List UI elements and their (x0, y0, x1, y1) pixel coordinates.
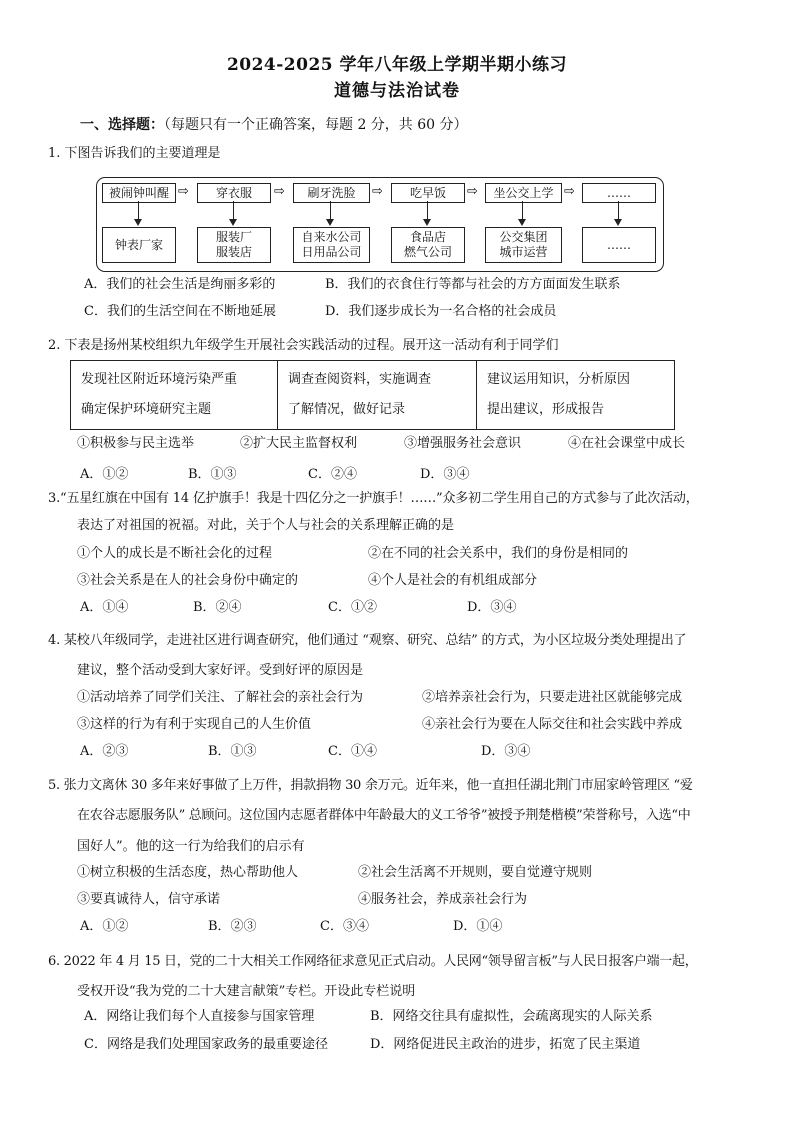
q4-item-1: ①活动培养了同学们关注、了解社会的亲社会行为 (77, 690, 364, 705)
q5-option-c[interactable]: C．③④ (320, 919, 369, 934)
flow-down-arrow-icon (229, 219, 237, 226)
q6-stem-line1: 6. 2022 年 4 月 15 日，党的二十大相关工作网络征求意见正式启动。人民网“领导留言板”与人民日报客户端一起， (48, 954, 698, 969)
flow-bottom-5-line2: 城市运营 (499, 245, 548, 259)
exam-title: 2024-2025 学年八年级上学期半期小练习 (226, 55, 568, 75)
flow-down-arrow-icon (134, 219, 142, 226)
q3-option-c[interactable]: C．①② (328, 600, 377, 615)
cell-line: 建议运用知识，分析原因 (487, 372, 631, 387)
q6-option-c[interactable]: C．网络是我们处理国家政务的最重要途径 (84, 1037, 328, 1052)
q5-item-1: ①树立积极的生活态度，热心帮助他人 (77, 865, 299, 880)
q3-item-1: ①个人的成长是不断社会化的过程 (77, 546, 273, 561)
q5-item-4: ④服务社会，养成亲社会行为 (358, 892, 528, 907)
flow-connector (522, 201, 523, 221)
flow-connector (233, 201, 234, 221)
q3-item-3: ③社会关系是在人的社会身份中确定的 (77, 573, 299, 588)
flow-bottom-6-text: …… (607, 237, 631, 252)
flow-bottom-2-line2: 服装店 (215, 245, 252, 259)
table-row (71, 361, 675, 430)
flow-bottom-1 (102, 227, 176, 263)
q5-item-3: ③要真诚待人，信守承诺 (77, 892, 221, 907)
section-heading (80, 114, 468, 134)
q6-option-a[interactable]: A．网络让我们每个人直接参与国家管理 (84, 1009, 315, 1024)
q1-option-d[interactable]: D．我们逐步成长为一名合格的社会成员 (325, 304, 557, 319)
q5-option-d[interactable]: D．①④ (453, 919, 503, 934)
q3-stem-line1: 3.“五星红旗在中国有 14 亿护旗手！我是十四亿分之一护旗手！……”众多初二学生用自己的方式参与了此次活动， (48, 491, 699, 506)
q4-option-a[interactable]: A．②③ (80, 744, 129, 759)
q4-item-2: ②培养亲社会行为，只要走进社区就能够完成 (422, 690, 683, 705)
q5-stem-line2: 在农谷志愿服务队” 总顾问。这位国内志愿者群体中年龄最大的义工爷爷”被授予荆楚楷模”荣誉称号，入选“中 (77, 808, 691, 823)
flow-top-6: …… (582, 183, 656, 203)
section-label: 一、选择题： (80, 117, 164, 133)
flow-bottom-3-line2: 日用品公司 (301, 245, 362, 259)
flow-bottom-1-text: 钟表厂家 (114, 237, 163, 252)
q1-option-b[interactable]: B．我们的衣食住行等都与社会的方方面面发生联系 (325, 277, 621, 292)
q4-stem-line2: 建议，整个活动受到大家好评。受到好评的原因是 (77, 663, 364, 678)
flow-down-arrow-icon (423, 219, 431, 226)
flow-bottom-4-line1: 食品店 (409, 230, 446, 244)
cell-line: 调查查阅资料，实施调查 (288, 372, 432, 387)
q3-option-b[interactable]: B．②④ (193, 600, 242, 615)
cell-line: 发现社区附近环境污染严重 (81, 372, 238, 387)
flow-bottom-3-line1: 自来水公司 (301, 230, 362, 244)
flow-arrow-icon: ⇨ (564, 184, 575, 199)
q2-option-b[interactable]: B．①③ (188, 467, 237, 482)
q5-stem-line1: 5. 张力文离休 30 多年来好事做了上万件，捐款捐物 30 余万元。近年来，他一直担任湖北荆门市屈家岭管理区 “爱 (48, 778, 693, 793)
flow-bottom-3 (293, 227, 370, 263)
q5-option-b[interactable]: B．②③ (208, 919, 257, 934)
q2-option-c[interactable]: C．②④ (308, 467, 357, 482)
q3-stem-line2: 表达了对祖国的祝福。对此，关于个人与社会的关系理解正确的是 (77, 518, 455, 533)
q1-option-c[interactable]: C．我们的生活空间在不断地延展 (84, 304, 276, 319)
table-cell (278, 361, 477, 430)
flow-arrow-icon: ⇨ (467, 184, 478, 199)
q5-stem-line3: 国好人”。他的这一行为给我们的启示有 (77, 839, 305, 854)
flow-bottom-5 (485, 227, 562, 263)
q4-option-d[interactable]: D．③④ (481, 744, 531, 759)
q4-option-c[interactable]: C．①④ (328, 744, 377, 759)
flow-down-arrow-icon (614, 219, 622, 226)
flow-bottom-2 (197, 227, 271, 263)
q4-stem-line1: 4. 某校八年级同学，走进社区进行调查研究，他们通过 “观察、研究、总结” 的方式，为小区垃圾分类处理提出了 (48, 633, 687, 648)
q3-item-2: ②在不同的社会关系中，我们的身份是相同的 (368, 546, 629, 561)
flow-top-1: 被闹钟叫醒 (102, 183, 176, 203)
flow-down-arrow-icon (518, 219, 526, 226)
flow-down-arrow-icon (326, 219, 334, 226)
exam-subtitle: 道德与法治试卷 (334, 81, 460, 101)
table-cell (477, 361, 675, 430)
flow-arrow-icon: ⇨ (372, 184, 383, 199)
cell-line: 了解情况，做好记录 (288, 402, 406, 417)
flow-connector (330, 201, 331, 221)
flow-bottom-4 (391, 227, 465, 263)
q6-stem-line2: 受权开设“我为党的二十大建言献策”专栏。开设此专栏说明 (77, 984, 416, 999)
q3-option-d[interactable]: D．③④ (467, 600, 517, 615)
q2-item-4: ④在社会课堂中成长 (568, 436, 686, 451)
flow-top-2: 穿衣服 (197, 183, 271, 203)
q2-stem: 2. 下表是扬州某校组织九年级学生开展社会实践活动的过程。展开这一活动有利于同学们 (48, 338, 559, 353)
q1-option-a[interactable]: A．我们的社会生活是绚丽多彩的 (84, 277, 276, 292)
flow-top-5: 坐公交上学 (485, 183, 562, 203)
q2-option-a[interactable]: A．①② (80, 467, 129, 482)
q5-item-2: ②社会生活离不开规则，要自觉遵守规则 (358, 865, 593, 880)
q2-item-1: ①积极参与民主选举 (77, 436, 195, 451)
flow-top-3: 刷牙洗脸 (293, 183, 370, 203)
q3-option-a[interactable]: A．①④ (80, 600, 129, 615)
q1-stem: 1. 下图告诉我们的主要道理是 (48, 146, 221, 161)
q6-option-d[interactable]: D．网络促进民主政治的进步，拓宽了民主渠道 (370, 1037, 641, 1052)
q2-activity-table (70, 360, 675, 430)
flow-arrow-icon: ⇨ (178, 184, 189, 199)
q3-item-4: ④个人是社会的有机组成部分 (368, 573, 538, 588)
flow-connector (427, 201, 428, 221)
q4-item-3: ③这样的行为有利于实现自己的人生价值 (77, 717, 312, 732)
flow-bottom-2-line1: 服装厂 (215, 230, 252, 244)
q4-item-4: ④亲社会行为要在人际交往和社会实践中养成 (422, 717, 683, 732)
cell-line: 提出建议，形成报告 (487, 402, 605, 417)
flow-bottom-5-line1: 公交集团 (499, 230, 548, 244)
flow-connector (138, 201, 139, 221)
q4-option-b[interactable]: B．①③ (208, 744, 257, 759)
flow-bottom-6 (582, 227, 656, 263)
section-note: （每题只有一个正确答案，每题 2 分，共 60 分） (164, 117, 468, 133)
q2-option-d[interactable]: D．③④ (420, 467, 470, 482)
cell-line: 确定保护环境研究主题 (81, 402, 212, 417)
table-cell (71, 361, 278, 430)
q6-option-b[interactable]: B．网络交往具有虚拟性，会疏离现实的人际关系 (370, 1009, 653, 1024)
flow-connector (618, 201, 619, 221)
flow-arrow-icon: ⇨ (274, 184, 285, 199)
q2-item-2: ②扩大民主监督权利 (240, 436, 358, 451)
q2-item-3: ③增强服务社会意识 (404, 436, 522, 451)
flow-bottom-4-line2: 燃气公司 (403, 245, 452, 259)
flow-top-4: 吃早饭 (391, 183, 465, 203)
q5-option-a[interactable]: A．①② (80, 919, 129, 934)
